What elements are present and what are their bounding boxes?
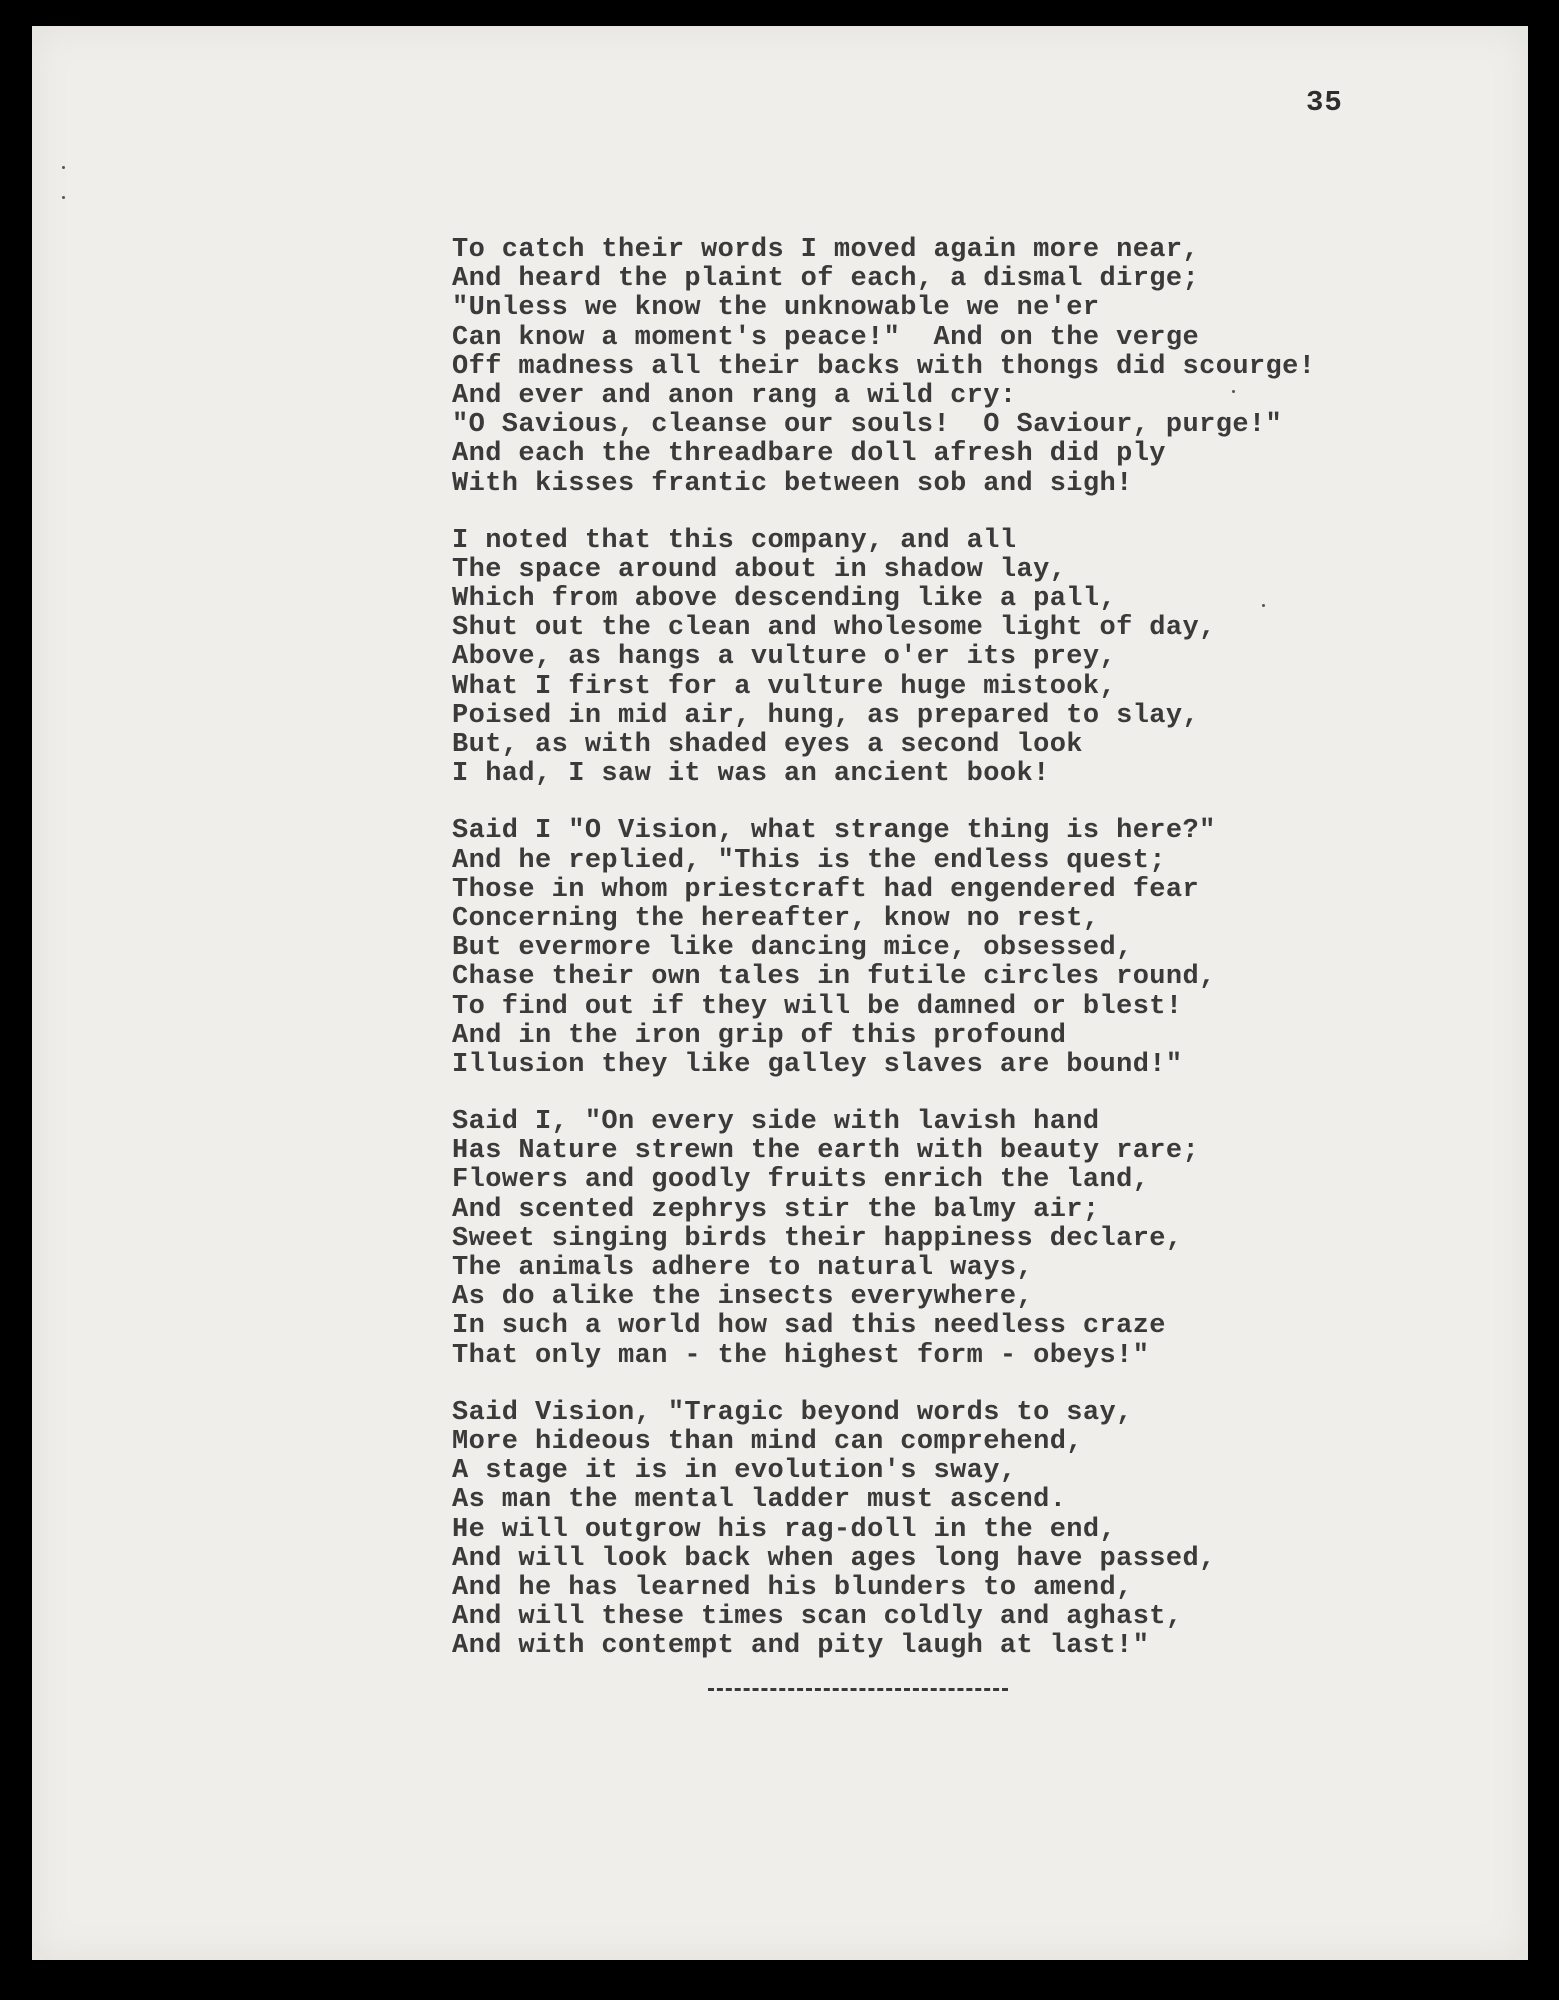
poem-line: With kisses frantic between sob and sigh! <box>452 468 1133 499</box>
poem-line: Shut out the clean and wholesome light of day, <box>452 613 1216 644</box>
poem-line: Illusion they like galley slaves are bound!" <box>452 1049 1183 1080</box>
poem-line: As do alike the insects everywhere, <box>452 1282 1034 1313</box>
poem-line: And ever and anon rang a wild cry: <box>452 380 1017 411</box>
poem-line: The animals adhere to natural ways, <box>452 1253 1034 1283</box>
poem-line: And will look back when ages long have passed, <box>452 1543 1216 1574</box>
poem-line: Flowers and goodly fruits enrich the land, <box>452 1165 1150 1196</box>
paper-speck <box>1262 604 1265 607</box>
poem-line: And he replied, "This is the endless quest; <box>452 845 1166 876</box>
poem-line: That only man - the highest form - obeys!" <box>452 1340 1150 1371</box>
poem-line: He will outgrow his rag-doll in the end, <box>452 1514 1117 1545</box>
poem-line: Those in whom priestcraft had engendered fear <box>452 874 1200 905</box>
end-separator <box>708 1688 1008 1691</box>
poem-line: Said Vision, "Tragic beyond words to say, <box>452 1397 1133 1428</box>
page-number: 35 <box>1306 86 1343 119</box>
stanza-5 <box>452 1399 1352 1662</box>
poem-line: Sweet singing birds their happiness declare, <box>452 1223 1183 1254</box>
poem-line: Off madness all their backs with thongs did scourge! <box>452 351 1316 382</box>
stanza-1 <box>452 236 1352 499</box>
poem-line: Chase their own tales in futile circles round, <box>452 962 1216 993</box>
poem-line: To catch their words I moved again more near, <box>452 235 1200 265</box>
poem-line: Which from above descending like a pall, <box>452 584 1117 615</box>
poem-line: But, as with shaded eyes a second look <box>452 730 1083 760</box>
poem-line: Can know a moment's peace!" And on the verge <box>452 322 1200 353</box>
poem-line: To find out if they will be damned or blest! <box>452 991 1183 1022</box>
poem-line: And each the threadbare doll afresh did ply <box>452 439 1166 470</box>
stanza-4 <box>452 1108 1352 1371</box>
poem-line: And heard the plaint of each, a dismal dirge; <box>452 264 1200 295</box>
poem-line: As man the mental ladder must ascend. <box>452 1485 1067 1516</box>
poem-line: More hideous than mind can comprehend, <box>452 1426 1083 1457</box>
poem-line: And he has learned his blunders to amend, <box>452 1572 1133 1603</box>
poem-line: Concerning the hereafter, know no rest, <box>452 903 1100 934</box>
poem-line: Has Nature strewn the earth with beauty rare; <box>452 1136 1200 1167</box>
poem-body <box>452 236 1352 1689</box>
poem-line: Said I "O Vision, what strange thing is here?" <box>452 816 1216 847</box>
poem-line: "O Savious, cleanse our souls! O Saviour, purge!" <box>452 410 1283 441</box>
poem-line: Said I, "On every side with lavish hand <box>452 1107 1100 1138</box>
poem-line: In such a world how sad this needless craze <box>452 1311 1166 1342</box>
poem-line: A stage it is in evolution's sway, <box>452 1456 1017 1487</box>
poem-line: I noted that this company, and all <box>452 525 1017 556</box>
poem-line: But evermore like dancing mice, obsessed, <box>452 933 1133 964</box>
poem-line: And scented zephrys stir the balmy air; <box>452 1194 1100 1225</box>
poem-line: I had, I saw it was an ancient book! <box>452 759 1050 790</box>
stanza-3 <box>452 817 1352 1080</box>
stanza-2 <box>452 527 1352 790</box>
poem-line: Poised in mid air, hung, as prepared to slay, <box>452 700 1200 731</box>
paper-speck <box>62 196 65 199</box>
paper-speck <box>1232 390 1235 393</box>
paper-speck <box>62 166 65 169</box>
poem-line: The space around about in shadow lay, <box>452 554 1067 585</box>
poem-line: What I first for a vulture huge mistook, <box>452 671 1117 702</box>
poem-line: Above, as hangs a vulture o'er its prey, <box>452 642 1117 673</box>
poem-line: "Unless we know the unknowable we ne'er <box>452 293 1100 324</box>
poem-line: And in the iron grip of this profound <box>452 1020 1067 1051</box>
poem-line: And with contempt and pity laugh at last!" <box>452 1631 1150 1662</box>
poem-line: And will these times scan coldly and aghast, <box>452 1602 1183 1633</box>
